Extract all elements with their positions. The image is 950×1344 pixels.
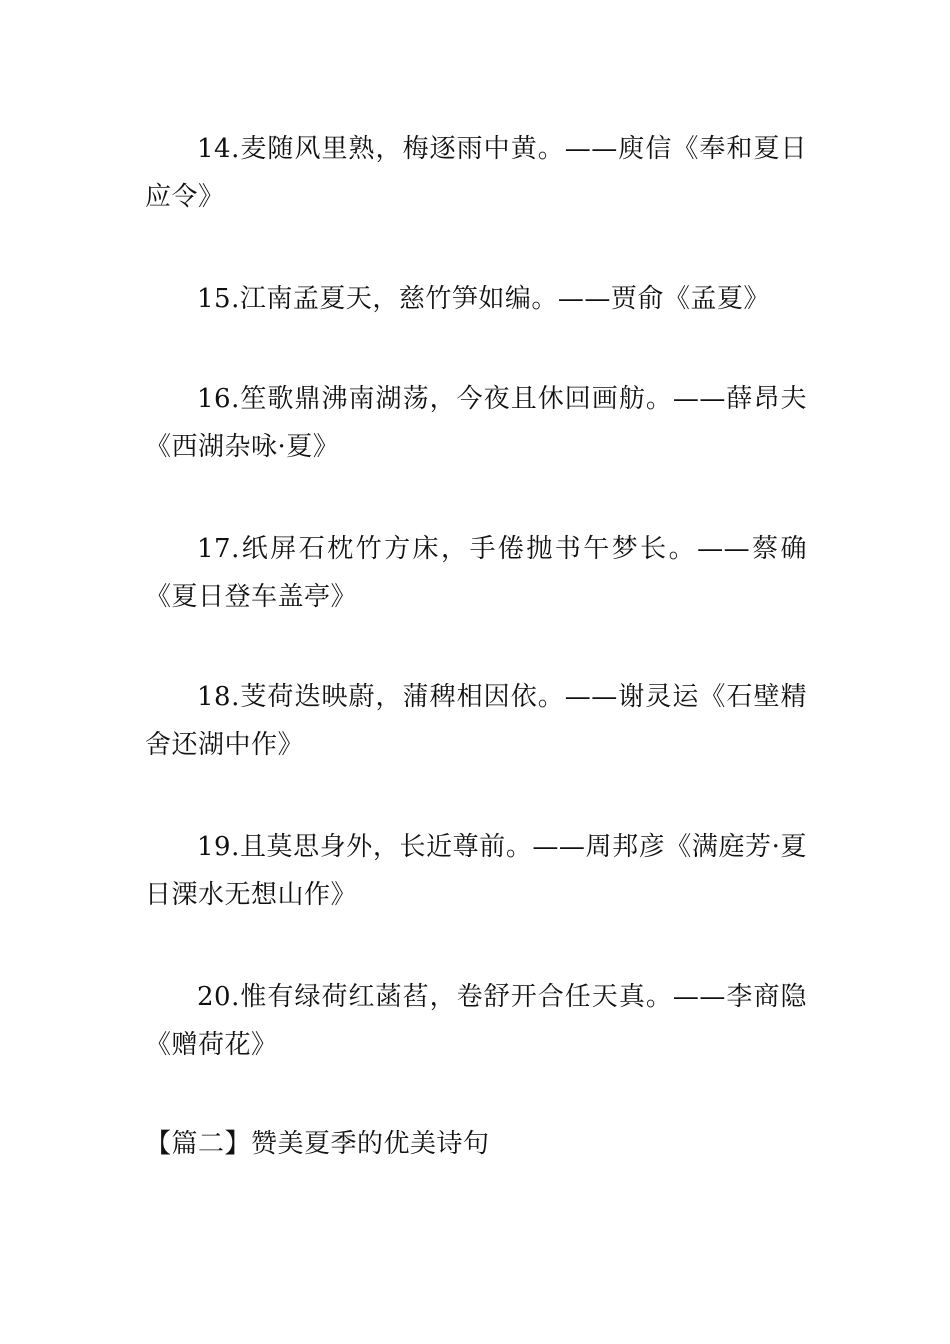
poem-line-16: 16.笙歌鼎沸南湖荡，今夜且休回画舫。——薛昂夫《西湖杂咏·夏》: [145, 384, 807, 462]
poem-line-15: 15.江南孟夏天，慈竹笋如编。——贾俞《孟夏》: [197, 284, 770, 314]
poem-line-19: 19.且莫思身外，长近尊前。——周邦彦《满庭芳·夏日溧水无想山作》: [145, 832, 807, 910]
section-heading: 【篇二】赞美夏季的优美诗句: [145, 1129, 490, 1159]
poem-line-20: 20.惟有绿荷红菡萏，卷舒开合任天真。——李商隐《赠荷花》: [145, 982, 807, 1060]
poem-line-14: 14.麦随风里熟，梅逐雨中黄。——庾信《奉和夏日应令》: [145, 134, 807, 212]
poem-line-17: 17.纸屏石枕竹方床，手倦抛书午梦长。——蔡确《夏日登车盖亭》: [145, 534, 807, 612]
poem-line-18: 18.芰荷迭映蔚，蒲稗相因依。——谢灵运《石壁精舍还湖中作》: [145, 682, 807, 760]
